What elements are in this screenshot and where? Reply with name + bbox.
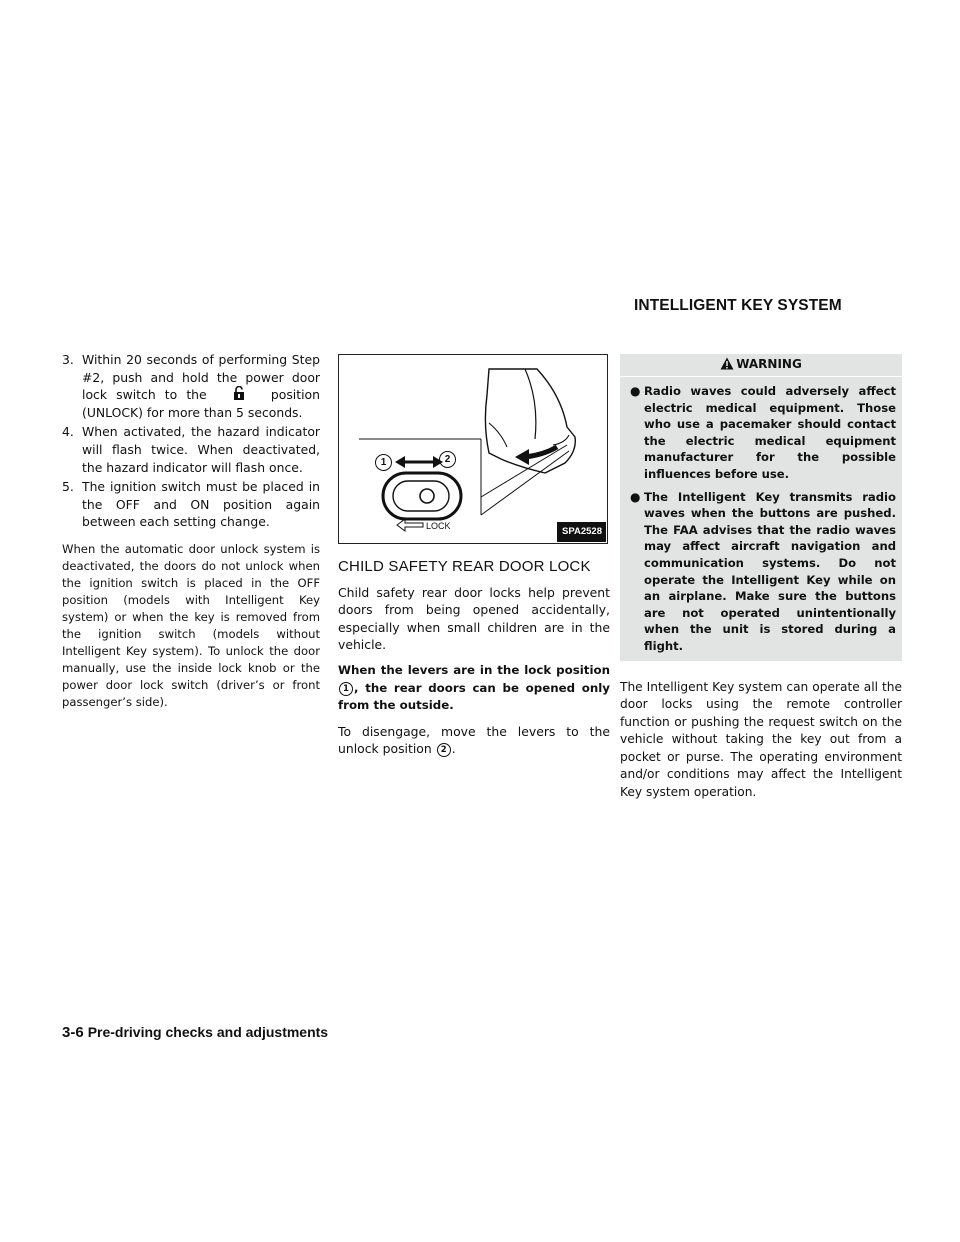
chapter-title: Pre-driving checks and adjustments [87, 1024, 329, 1040]
step-5 [62, 478, 320, 531]
child-lock-intro: Child safety rear door locks help prevent doors from being opened accidentally, especially when small children are in the vehicle. [338, 584, 610, 653]
instruction-text: When the levers are in the lock position [338, 662, 610, 677]
step-text: The ignition switch must be placed in the OFF and ON position again between each setting change. [82, 479, 320, 530]
child-lock-disengage [338, 723, 610, 758]
figure-id: SPA2528 [557, 522, 606, 542]
left-column [62, 351, 320, 711]
unlock-icon [216, 386, 262, 400]
disengage-text: . [451, 741, 456, 757]
page-number: 3-6 [62, 1024, 84, 1041]
step-4 [62, 423, 320, 476]
step-text-before: Within 20 seconds of performing Step #2, push and hold the power door lock switch to the [82, 352, 320, 403]
marker-1: 1 [339, 682, 353, 696]
marker-2: 2 [437, 743, 451, 757]
warning-box [620, 354, 902, 661]
section-title: INTELLIGENT KEY SYSTEM [634, 297, 842, 314]
warning-item [620, 483, 902, 655]
bullet-icon: ● [630, 489, 641, 504]
key-system-description: The Intelligent Key system can operate all the door locks using the remote controller function or pushing the request switch on the vehicle without taking the key out from a pocket or purse. The operating environment and/or conditions may affect the Intelligent Key system operation. [620, 679, 902, 800]
step-number: 3. [62, 352, 74, 367]
warning-item [620, 377, 902, 483]
middle-column [338, 354, 610, 766]
disengage-text: To disengage, move the levers to the unlock position [338, 723, 610, 757]
child-lock-instruction [338, 662, 610, 715]
step-text [82, 351, 320, 421]
warning-title [620, 354, 902, 377]
child-lock-illustration [339, 355, 609, 545]
bullet-icon: ● [630, 384, 641, 398]
warning-item-text: The Intelligent Key transmits radio waves when the buttons are pushed. The FAA advises that the radio waves may affect aircraft navigation and communication systems. Do not operate the Intelligent Key while on an airplane. Make sure the buttons are not operated unintentionally when the unit is stored during a flight. [644, 489, 896, 653]
step-text-after: position (UNLOCK) for more than 5 seconds. [82, 387, 320, 420]
figure-lock-label: LOCK [426, 521, 451, 531]
warning-icon [720, 357, 734, 375]
instruction-text: , the rear doors can be opened only from the outside. [338, 680, 610, 713]
child-lock-heading: CHILD SAFETY REAR DOOR LOCK [338, 558, 591, 575]
step-3 [62, 351, 320, 421]
step-text: When activated, the hazard indicator will flash twice. When deactivated, the hazard indicator will flash once. [82, 424, 320, 475]
child-lock-figure [338, 354, 608, 544]
right-column [620, 354, 902, 814]
page-footer [62, 1024, 328, 1041]
warning-item-text: Radio waves could adversely affect electric medical equipment. Those who use a pacemaker should contact the electric medical equipment manufacturer for the possible influences before use. [644, 384, 896, 481]
figure-label-2: 2 [439, 451, 456, 468]
figure-label-1: 1 [375, 454, 392, 471]
warning-title-text: WARNING [736, 357, 802, 371]
step-number: 4. [62, 424, 74, 440]
auto-unlock-note: When the automatic door unlock system is deactivated, the doors do not unlock when the ignition switch is placed in the OFF position (models with Intelligent Key system) or when the key is removed from the ignition switch (models without Intelligent Key system). To unlock the door manually, use the inside lock knob or the power door lock switch (driver’s or front passenger’s side). [62, 541, 320, 709]
step-number: 5. [62, 479, 74, 495]
